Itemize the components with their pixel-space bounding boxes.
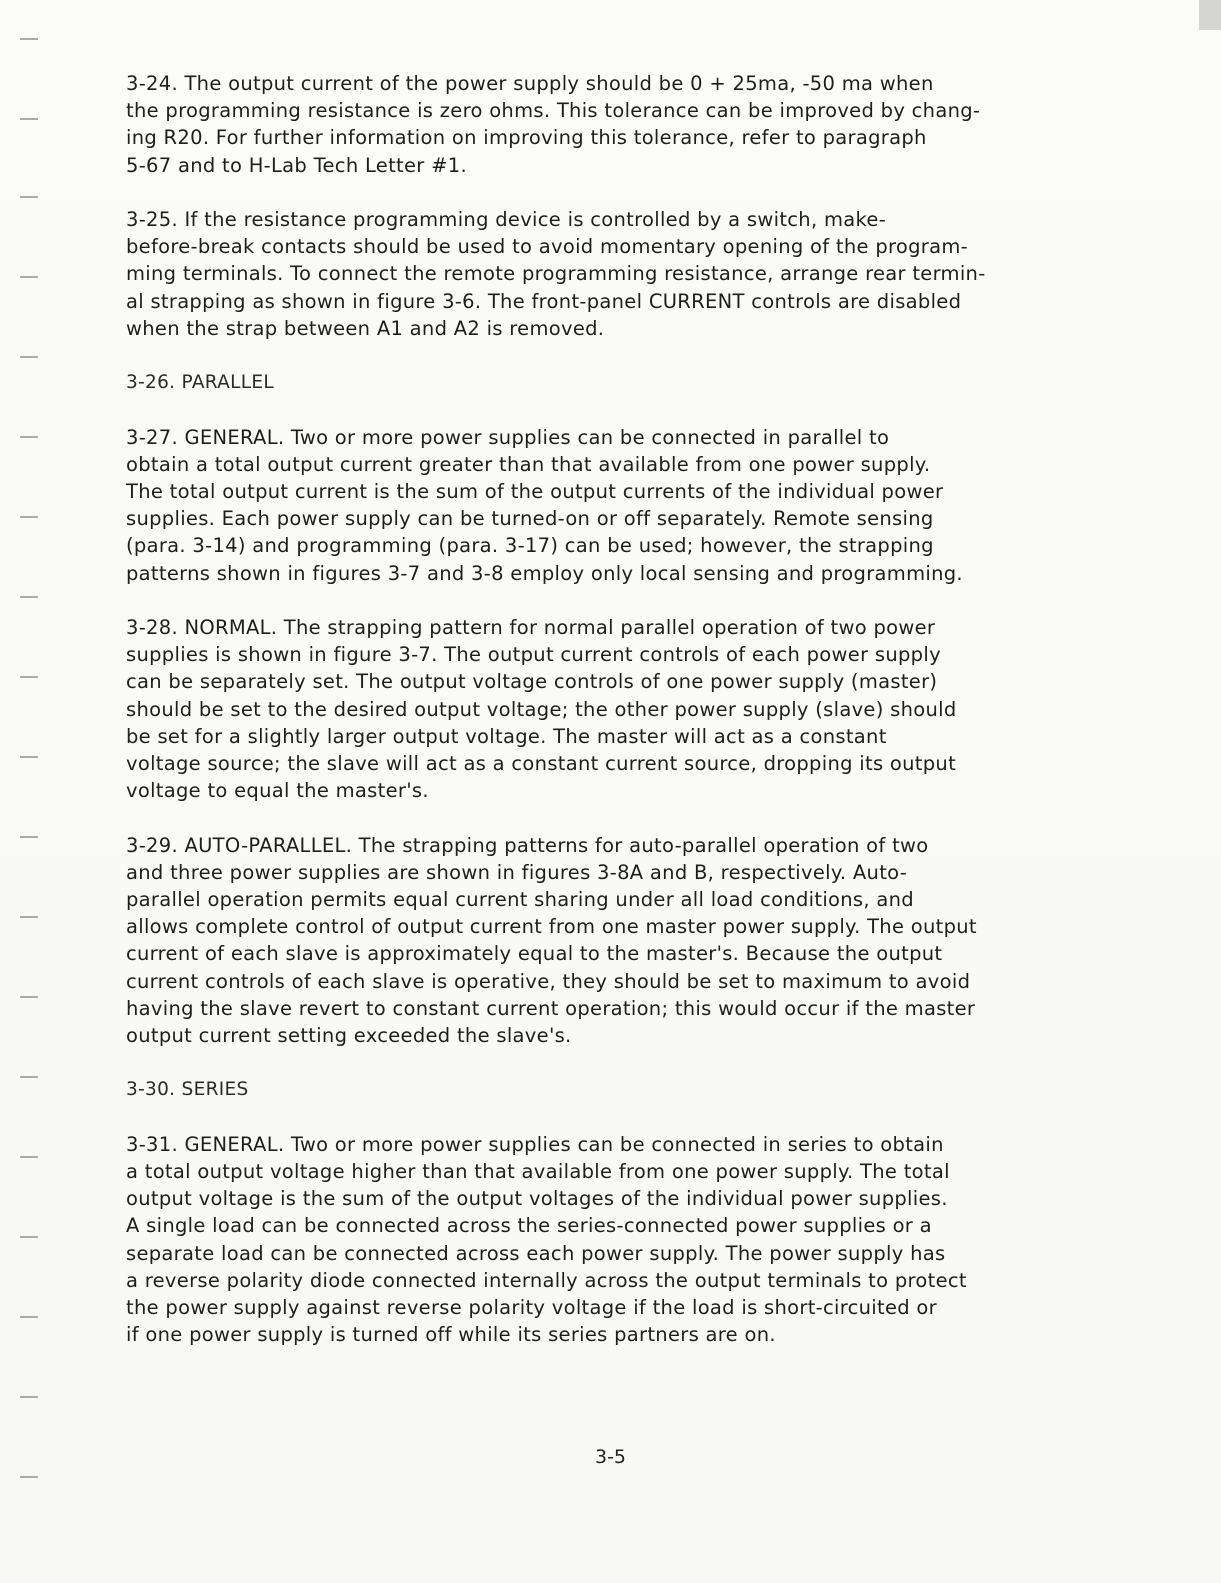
margin-mark [20, 996, 38, 998]
margin-mark [20, 1076, 38, 1078]
margin-mark [20, 516, 38, 518]
paragraph-3-24: 3-24. The output current of the power supply should be 0 + 25ma, -50 ma when the programming resistance is zero ohms. This tolerance can be improved by chang- ing R20. For further information on improving this tolerance, refer to paragraph 5-67 and to H-Lab Tech Letter #1. [126, 72, 981, 177]
margin-mark [20, 38, 38, 40]
margin-mark [20, 1396, 38, 1398]
margin-mark [20, 596, 38, 598]
section-heading-parallel: 3-26. PARALLEL [126, 372, 274, 394]
margin-mark [20, 1316, 38, 1318]
paragraph-3-28: 3-28. NORMAL. The strapping pattern for normal parallel operation of two power supplies is shown in figure 3-7. The output current controls of each power supply can be separately set. The output voltage controls of one power supply (master) should be set to the desired output voltage; the other power supply (slave) should be set for a slightly larger output voltage. The master will act as a constant voltage source; the slave will act as a constant current source, dropping its output voltage to equal the master's. [126, 616, 957, 803]
scan-edge-shadow [1199, 0, 1221, 30]
page-number: 3-5 [594, 1446, 627, 1468]
binding-margin-marks [14, 0, 44, 1583]
paragraph-3-25: 3-25. If the resistance programming device is controlled by a switch, make- before-break contacts should be used to avoid momentary opening of the program- ming terminals. To connect the remote programming resistance, arrange rear termin- al strapping as shown in figure 3-6. The front-panel CURRENT controls are disabled when the strap between A1 and A2 is removed. [126, 208, 986, 340]
margin-mark [20, 916, 38, 918]
margin-mark [20, 676, 38, 678]
margin-mark [20, 836, 38, 838]
paragraph-3-29: 3-29. AUTO-PARALLEL. The strapping patterns for auto-parallel operation of two and three power supplies are shown in figures 3-8A and B, respectively. Auto- parallel operation permits equal current sharing under all load conditions, and allows complete control of output current from one master power supply. The output current of each slave is approximately equal to the master's. Because the output current controls of each slave is operative, they should be set to maximum to avoid having the slave revert to constant current operation; this would occur if the master output current setting exceeded the slave's. [126, 833, 977, 1048]
section-heading-series: 3-30. SERIES [126, 1079, 249, 1101]
margin-mark [20, 276, 38, 278]
margin-mark [20, 196, 38, 198]
margin-mark [20, 1476, 38, 1478]
paragraph-3-31: 3-31. GENERAL. Two or more power supplies can be connected in series to obtain a total output voltage higher than that available from one power supply. The total output voltage is the sum of the output voltages of the individual power supplies. A single load can be connected across the series-connected power supplies or a separate load can be connected across each power supply. The power supply has a reverse polarity diode connected internally across the output terminals to protect the power supply against reverse polarity voltage if the load is short-circuited or if one power supply is turned off while its series partners are on. [126, 1132, 967, 1347]
margin-mark [20, 1236, 38, 1238]
paragraph-3-27: 3-27. GENERAL. Two or more power supplies can be connected in parallel to obtain a total output current greater than that available from one power supply. The total output current is the sum of the output currents of the individual power supplies. Each power supply can be turned-on or off separately. Remote sensing (para. 3-14) and programming (para. 3-17) can be used; however, the strapping patterns shown in figures 3-7 and 3-8 employ only local sensing and programming. [126, 425, 963, 585]
margin-mark [20, 1156, 38, 1158]
document-body [126, 70, 1116, 1376]
margin-mark [20, 436, 38, 438]
margin-mark [20, 356, 38, 358]
margin-mark [20, 118, 38, 120]
margin-mark [20, 756, 38, 758]
